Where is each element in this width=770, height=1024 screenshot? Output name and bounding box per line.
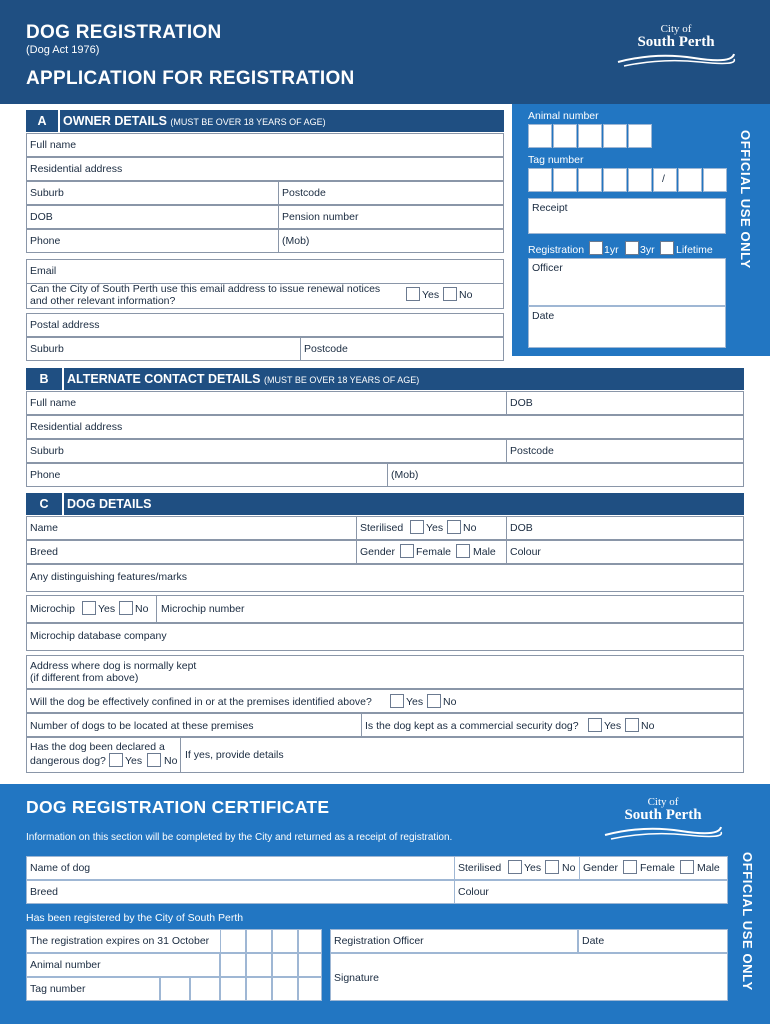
email-no-label: No (459, 289, 473, 301)
owner-suburb-row[interactable] (26, 181, 504, 205)
divider (506, 391, 507, 415)
owner-mob-label: (Mob) (282, 235, 310, 247)
cert-gender-female-checkbox[interactable] (623, 860, 637, 874)
divider (454, 880, 455, 904)
official-tag-number-label: Tag number (528, 154, 584, 166)
cert-registered-text: Has been registered by the City of South Perth (26, 912, 244, 924)
divider (300, 337, 301, 361)
cert-tag-digit-box[interactable] (298, 977, 322, 1001)
alt-phone-label: Phone (30, 469, 61, 481)
dangerous-no-checkbox[interactable] (147, 753, 161, 767)
cert-expires-label: The registration expires on 31 October (30, 935, 210, 947)
divider (356, 516, 357, 540)
logo-line2: South Perth (637, 34, 715, 50)
gender-female-checkbox[interactable] (400, 544, 414, 558)
owner-postal-postcode-label: Postcode (304, 343, 348, 355)
cert-registration-officer-label: Registration Officer (334, 935, 424, 947)
microchip-company-label: Microchip database company (30, 630, 167, 642)
registration-lifetime-checkbox[interactable] (660, 241, 674, 255)
official-date-label: Date (532, 310, 555, 322)
cert-tag-number-label: Tag number (30, 983, 86, 995)
commercial-no-label: No (641, 720, 655, 732)
owner-pension-label: Pension number (282, 211, 359, 223)
certificate-title: DOG REGISTRATION CERTIFICATE (26, 797, 330, 817)
cert-expires-digit-box[interactable] (272, 929, 298, 953)
commercial-question: Is the dog kept as a commercial security dog? (365, 720, 579, 732)
owner-residential-address-label: Residential address (30, 163, 123, 175)
dog-colour-label: Colour (510, 546, 541, 558)
section-b-letter: B (26, 368, 62, 390)
cert-animal-digit-box[interactable] (298, 953, 322, 977)
microchip-yes-checkbox[interactable] (82, 601, 96, 615)
divider (278, 229, 279, 253)
cert-colour-label: Colour (458, 886, 489, 898)
section-c-letter: C (26, 493, 62, 515)
owner-full-name-label: Full name (30, 139, 77, 151)
owner-full-name-field[interactable] (26, 133, 504, 157)
cert-signature-field[interactable] (330, 953, 728, 1001)
owner-postal-suburb-label: Suburb (30, 343, 64, 355)
divider (180, 737, 181, 773)
sterilised-no-label: No (463, 522, 477, 534)
cert-sterilised-no-checkbox[interactable] (545, 860, 559, 874)
email-question-line2: and other relevant information? (30, 295, 176, 307)
email-no-checkbox[interactable] (443, 287, 457, 301)
digit-box[interactable] (628, 124, 652, 148)
cert-sterilised-yes-checkbox[interactable] (508, 860, 522, 874)
cert-logo-line1: City of (647, 796, 679, 808)
owner-postcode-label: Postcode (282, 187, 326, 199)
microchip-no-label: No (135, 603, 149, 615)
cert-tag-digit-box[interactable] (190, 977, 220, 1001)
section-a-letter: A (26, 110, 58, 132)
alt-full-name-label: Full name (30, 397, 77, 409)
official-receipt-label: Receipt (532, 202, 568, 214)
cert-signature-label: Signature (334, 972, 379, 984)
section-c-header: DOG DETAILS (64, 493, 744, 515)
official-officer-label: Officer (532, 262, 563, 274)
dangerous-details-label: If yes, provide details (185, 749, 284, 761)
confined-no-label: No (443, 696, 457, 708)
gender-male-checkbox[interactable] (456, 544, 470, 558)
certificate-city-logo (603, 797, 723, 846)
cert-tag-digit-box[interactable] (220, 977, 246, 1001)
num-dogs-label: Number of dogs to be located at these premises (30, 720, 254, 732)
divider (356, 540, 357, 564)
cert-sterilised-no-label: No (562, 862, 576, 874)
owner-postal-address-label: Postal address (30, 319, 100, 331)
registration-1yr-label: 1yr (604, 244, 619, 256)
application-title: APPLICATION FOR REGISTRATION (26, 68, 355, 89)
section-b-note: (MUST BE OVER 18 YEARS OF AGE) (263, 375, 420, 385)
divider (156, 595, 157, 623)
cert-name-label: Name of dog (30, 862, 91, 874)
cert-logo-line2: South Perth (624, 807, 702, 823)
commercial-no-checkbox[interactable] (625, 718, 639, 732)
certificate-info: Information on this section will be completed by the City and returned as a receipt of registration. (26, 832, 453, 843)
cert-tag-digit-box[interactable] (160, 977, 190, 1001)
divider (387, 463, 388, 487)
confined-yes-label: Yes (406, 696, 424, 708)
cert-sterilised-yes-label: Yes (524, 862, 542, 874)
alt-full-name-row[interactable] (26, 391, 744, 415)
logo-wave-icon (616, 50, 736, 68)
confined-yes-checkbox[interactable] (390, 694, 404, 708)
owner-email-label: Email (30, 265, 57, 277)
tag-slash: / (662, 173, 665, 185)
owner-phone-label: Phone (30, 235, 61, 247)
owner-dob-label: DOB (30, 211, 53, 223)
digit-box[interactable] (603, 124, 627, 148)
cert-breed-row[interactable] (26, 880, 728, 904)
confined-question: Will the dog be effectively confined in or at the premises identified above? (30, 696, 372, 708)
section-a-header (60, 110, 504, 132)
divider (278, 181, 279, 205)
gender-male-label: Male (473, 546, 496, 558)
owner-postal-suburb-row[interactable] (26, 337, 504, 361)
official-use-vertical-label: OFFICIAL USE ONLY (738, 130, 753, 269)
cert-expires-digit-box[interactable] (220, 929, 246, 953)
email-yes-label: Yes (422, 289, 440, 301)
sterilised-yes-label: Yes (426, 522, 444, 534)
dog-sterilised-label: Sterilised (360, 522, 404, 534)
cert-sterilised-label: Sterilised (458, 862, 502, 874)
digit-box[interactable] (528, 168, 552, 192)
microchip-no-checkbox[interactable] (119, 601, 133, 615)
email-yes-checkbox[interactable] (406, 287, 420, 301)
digit-box[interactable] (628, 168, 652, 192)
commercial-yes-label: Yes (604, 720, 622, 732)
cert-gender-female-label: Female (640, 862, 676, 874)
registration-1yr-checkbox[interactable] (589, 241, 603, 255)
section-a-title: OWNER DETAILS (63, 114, 167, 128)
alt-residential-address-label: Residential address (30, 421, 123, 433)
dangerous-yes-checkbox[interactable] (109, 753, 123, 767)
microchip-label: Microchip (30, 603, 75, 615)
registration-lifetime-label: Lifetime (676, 244, 713, 256)
cert-breed-label: Breed (30, 886, 59, 898)
cert-expires-digit-box[interactable] (298, 929, 322, 953)
cert-date-label: Date (582, 935, 605, 947)
owner-dob-row[interactable] (26, 205, 504, 229)
dangerous-question-line1: Has the dog been declared a (30, 741, 165, 753)
cert-animal-digit-box[interactable] (246, 953, 272, 977)
dangerous-no-label: No (164, 755, 178, 767)
digit-box[interactable] (553, 124, 577, 148)
section-a-note: (MUST BE OVER 18 YEARS OF AGE) (170, 117, 326, 127)
city-logo (616, 24, 736, 73)
microchip-number-label: Microchip number (161, 603, 245, 615)
alt-suburb-label: Suburb (30, 445, 64, 457)
registration-3yr-label: 3yr (640, 244, 655, 256)
cert-expires-digit-box[interactable] (246, 929, 272, 953)
dog-name-label: Name (30, 522, 59, 534)
logo-line1: City of (660, 23, 692, 35)
cert-animal-number-label: Animal number (30, 959, 101, 971)
cert-tag-digit-box[interactable] (272, 977, 298, 1001)
alt-residential-address-field[interactable] (26, 415, 744, 439)
alt-phone-row[interactable] (26, 463, 744, 487)
microchip-row[interactable] (26, 595, 744, 623)
digit-box[interactable] (678, 168, 702, 192)
section-b-title: ALTERNATE CONTACT DETAILS (67, 372, 261, 386)
divider (579, 856, 580, 880)
cert-gender-label: Gender (583, 862, 619, 874)
divider (361, 713, 362, 737)
divider (454, 856, 455, 880)
address-kept-label: Address where dog is normally kept (30, 660, 197, 672)
gender-female-label: Female (416, 546, 452, 558)
dangerous-yes-label: Yes (125, 755, 143, 767)
official-animal-number-label: Animal number (528, 110, 599, 122)
owner-suburb-label: Suburb (30, 187, 64, 199)
dog-gender-label: Gender (360, 546, 396, 558)
official-date-field[interactable] (528, 306, 726, 348)
owner-phone-row[interactable] (26, 229, 504, 253)
cert-tag-digit-box[interactable] (246, 977, 272, 1001)
section-b-header (64, 368, 744, 390)
digit-box[interactable] (553, 168, 577, 192)
confined-no-checkbox[interactable] (427, 694, 441, 708)
digit-box[interactable] (578, 168, 602, 192)
registration-3yr-checkbox[interactable] (625, 241, 639, 255)
microchip-yes-label: Yes (98, 603, 116, 615)
form-title: DOG REGISTRATION (26, 22, 222, 43)
cert-official-use-vertical-label: OFFICIAL USE ONLY (740, 852, 755, 991)
sterilised-yes-checkbox[interactable] (410, 520, 424, 534)
dog-features-label: Any distinguishing features/marks (30, 571, 187, 583)
digit-box[interactable] (603, 168, 627, 192)
divider (506, 516, 507, 540)
cert-animal-digit-box[interactable] (220, 953, 246, 977)
divider (506, 540, 507, 564)
digit-box[interactable] (653, 168, 677, 192)
alt-mob-label: (Mob) (391, 469, 419, 481)
sterilised-no-checkbox[interactable] (447, 520, 461, 534)
alt-postcode-label: Postcode (510, 445, 554, 457)
address-kept-note: (if different from above) (30, 672, 139, 684)
official-registration-label: Registration (528, 244, 585, 256)
commercial-yes-checkbox[interactable] (588, 718, 602, 732)
divider (278, 205, 279, 229)
alt-dob-label: DOB (510, 397, 533, 409)
digit-box[interactable] (703, 168, 727, 192)
cert-logo-wave-icon (603, 823, 723, 841)
dog-breed-label: Breed (30, 546, 59, 558)
cert-gender-male-label: Male (697, 862, 720, 874)
form-subtitle: (Dog Act 1976) (26, 44, 100, 56)
digit-box[interactable] (528, 124, 552, 148)
alt-suburb-row[interactable] (26, 439, 744, 463)
cert-gender-male-checkbox[interactable] (680, 860, 694, 874)
digit-box[interactable] (578, 124, 602, 148)
cert-animal-digit-box[interactable] (272, 953, 298, 977)
email-question-line1: Can the City of South Perth use this email address to issue renewal notices (30, 283, 381, 295)
dog-dob-label: DOB (510, 522, 533, 534)
dangerous-question-line2: dangerous dog? (30, 755, 106, 767)
divider (506, 439, 507, 463)
